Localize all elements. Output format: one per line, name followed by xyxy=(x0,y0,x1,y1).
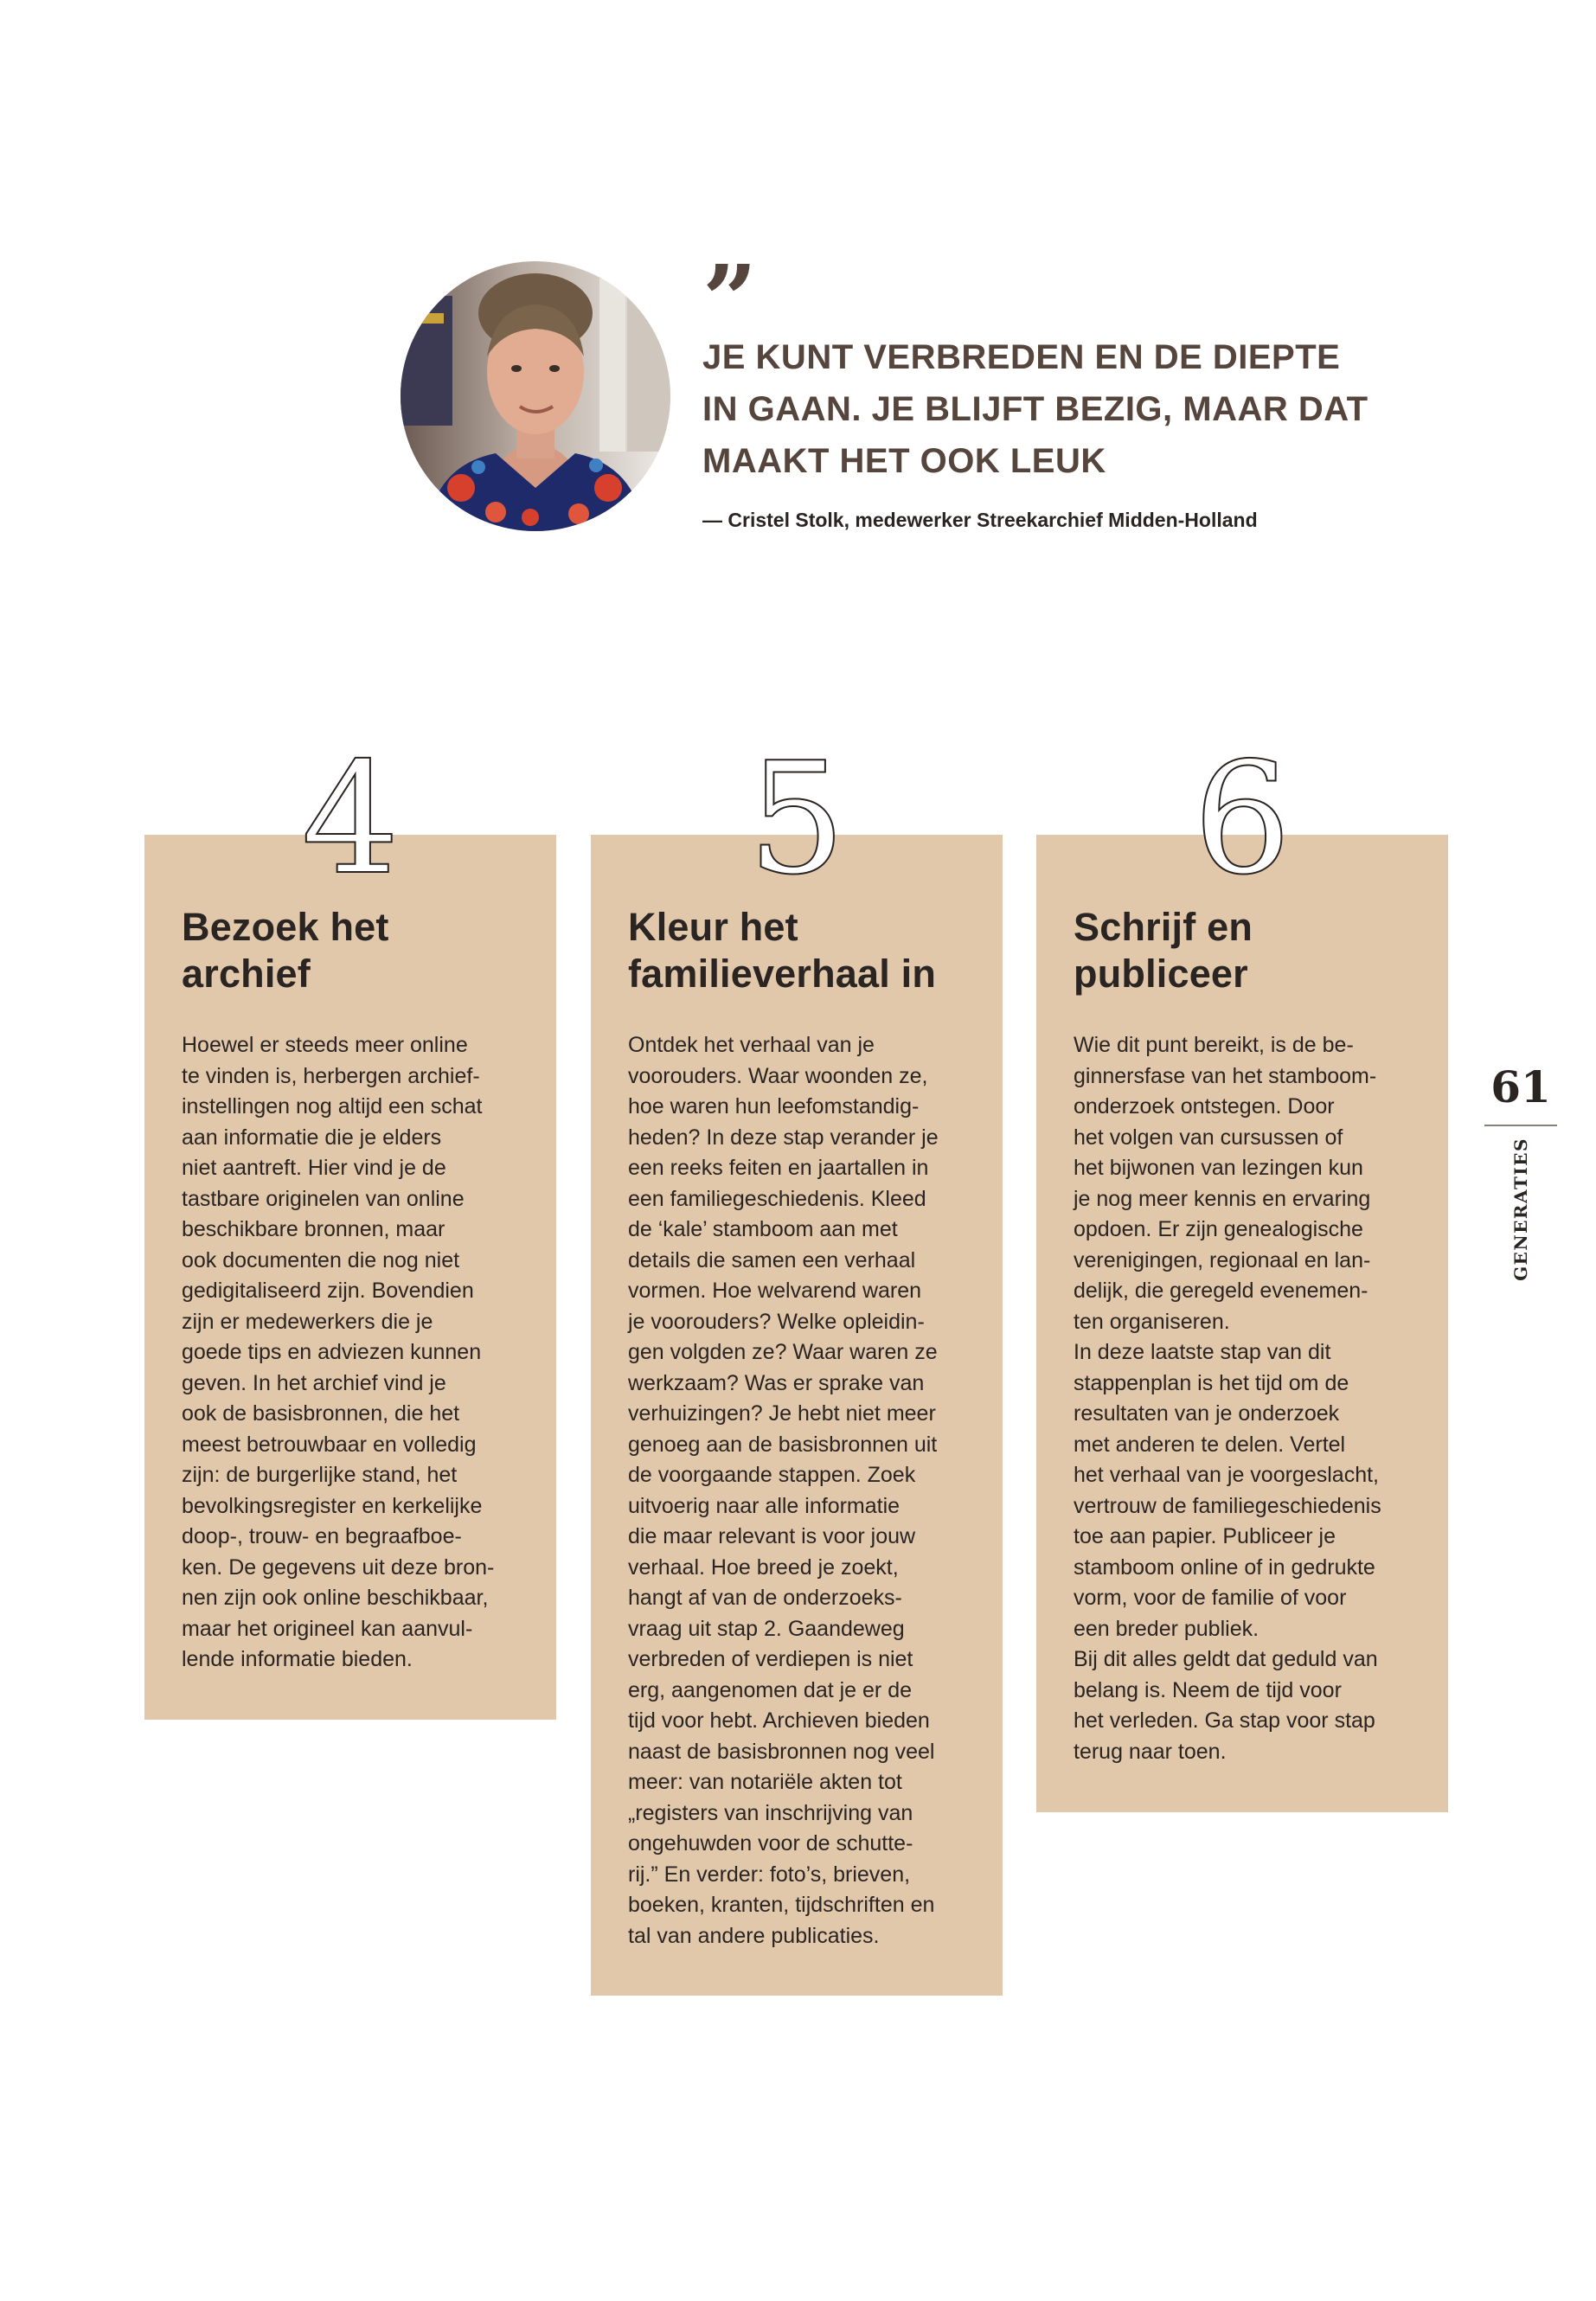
pull-quote-line: JE KUNT VERBREDEN EN DE DIEPTE xyxy=(702,338,1341,376)
step-title xyxy=(182,904,522,997)
page-number: 61 xyxy=(1490,1061,1551,1112)
step-number-5: 5 xyxy=(747,729,846,908)
step-title-line: publiceer xyxy=(1074,952,1248,996)
step-title-line: familieverhaal in xyxy=(628,952,937,996)
pull-quote-line: IN GAAN. JE BLIJFT BEZIG, MAAR DAT xyxy=(702,390,1368,428)
portrait-photo xyxy=(401,261,670,531)
pull-quote-line: MAAKT HET OOK LEUK xyxy=(702,442,1106,480)
step-number-6: 6 xyxy=(1193,729,1292,908)
step-title-line: Schrijf en xyxy=(1074,905,1253,949)
pull-quote xyxy=(702,331,1446,487)
portrait-illustration xyxy=(401,261,670,531)
quotation-mark-icon: ” xyxy=(702,244,753,356)
folio-divider xyxy=(1484,1125,1557,1126)
step-title xyxy=(628,904,968,997)
step-card-4 xyxy=(144,835,556,1720)
step-body: Wie dit punt bereikt, is de be- ginnersfase van het stamboom- onderzoek ontstegen. Door het volgen van cursussen of het bijwonen van lezingen kun je nog meer kennis en ervaring opdoen. Er zijn genealogische verenigingen, regionaal en lan- delijk, die geregeld evenemen- ten organiseren. In deze laatste stap van dit stappenplan is het tijd om de resultaten van je onderzoek met anderen te delen. Vertel het verhaal van je voorgeslacht, vertrouw de familiegeschiedenis toe aan papier. Publiceer je stamboom online of in gedrukte vorm, voor de familie of voor een breder publiek. Bij dit alles geldt dat geduld van belang is. Neem de tijd voor het verleden. Ga stap voor stap terug naar toen. xyxy=(1074,1033,1381,1764)
step-title-line: Kleur het xyxy=(628,905,798,949)
step-body: Ontdek het verhaal van je voorouders. Waar woonden ze, hoe waren hun leefomstandig- heden? In deze stap verander je een reeks feiten en jaartallen in een familiegeschiedenis. Kleed de ‘kale’ stamboom aan met details die samen een verhaal vormen. Hoe welvarend waren je voorouders? Welke opleidin- gen volgden ze? Waar waren ze werkzaam? Was er sprake van verhuizingen? Je hebt niet meer genoeg aan de basisbronnen uit de voorgaande stappen. Zoek uitvoerig naar alle informatie die maar relevant is voor jouw verhaal. Hoe breed je zoekt, hangt af van de onderzoeks- vraag uit stap 2. Gaandeweg verbreden of verdiepen is niet erg, aangenomen dat je er de tijd voor hebt. Archieven bieden naast de basisbronnen nog veel meer: van notariële akten tot „registers van inschrijving van ongehuwden voor de schutte- rij.” En verder: foto’s, brieven, boeken, kranten, tijdschriften en tal van andere publicaties. xyxy=(628,1033,939,1948)
step-card-6 xyxy=(1036,835,1448,1812)
section-label: GENERATIES xyxy=(1510,1138,1531,1281)
step-title xyxy=(1074,904,1413,997)
step-number-4: 4 xyxy=(301,729,400,908)
step-title-line: archief xyxy=(182,952,311,996)
step-body: Hoewel er steeds meer online te vinden is, herbergen archief- instellingen nog altijd een schat aan informatie die je elders niet aantreft. Hier vind je de tastbare originelen van online beschikbare bronnen, maar ook documenten die nog niet gedigitaliseerd zijn. Bovendien zijn er medewerkers die je goede tips en adviezen kunnen geven. In het archief vind je ook de basisbronnen, die het meest betrouwbaar en volledig zijn: de burgerlijke stand, het bevolkingsregister en kerkelijke doop-, trouw- en begraafboe- ken. De gegevens uit deze bron- nen zijn ook online beschikbaar, maar het origineel kan aanvul- lende informatie bieden. xyxy=(182,1033,495,1671)
step-title-line: Bezoek het xyxy=(182,905,389,949)
quote-attribution: — Cristel Stolk, medewerker Streekarchief Midden-Holland xyxy=(702,509,1258,531)
step-card-5 xyxy=(591,835,1003,1996)
